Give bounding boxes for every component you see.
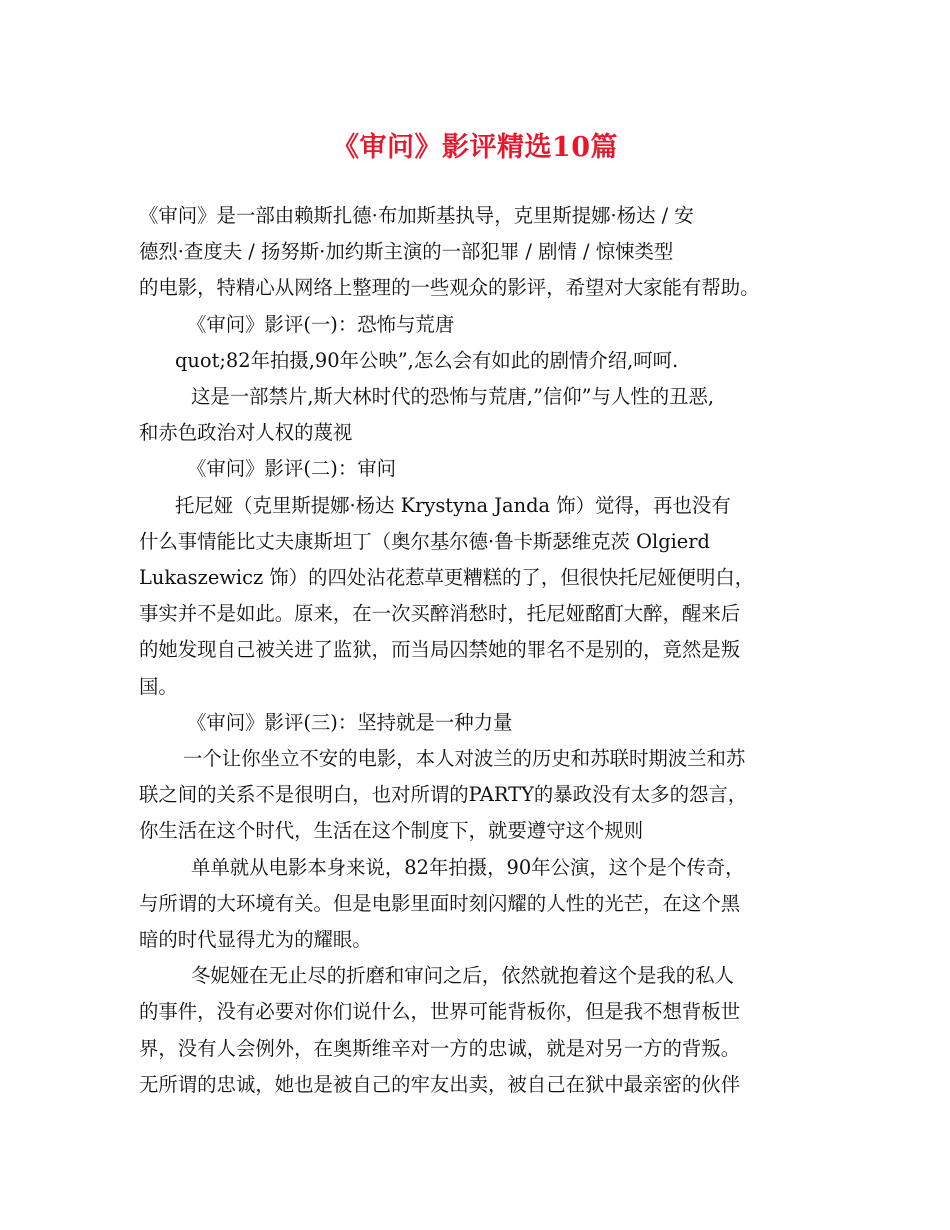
document-title: 《审问》影评精选10篇: [331, 132, 619, 163]
section-heading-3: 《审问》影评(三)：坚持就是一种力量: [187, 710, 513, 734]
text-line: 事实并不是如此。原来，在一次买醉消愁时，托尼娅酩酊大醉，醒来后: [139, 602, 741, 626]
text-line: 你生活在这个时代，生活在这个制度下，就要遵守这个规则: [139, 819, 644, 843]
text-line: 一个让你坐立不安的电影，本人对波兰的历史和苏联时期波兰和苏: [183, 747, 746, 771]
text-line: quot;82年拍摄,90年公映”,怎么会有如此的剧情介绍,呵呵.: [175, 348, 679, 372]
text-line: 这是一部禁片,斯大林时代的恐怖与荒唐,”信仰”与人性的丑恶,: [191, 385, 715, 409]
document-body: [139, 198, 819, 1103]
text-line: 和赤色政治对人权的蔑视: [139, 421, 353, 445]
text-line: 的她发现自己被关进了监狱，而当局囚禁她的罪名不是别的，竟然是叛: [139, 638, 741, 662]
text-line: 与所谓的大环境有关。但是电影里面时刻闪耀的人性的光芒，在这个黑: [139, 891, 741, 915]
text-line: 界，没有人会例外，在奥斯维辛对一方的忠诚，就是对另一方的背叛。: [139, 1036, 741, 1060]
text-line: 无所谓的忠诚，她也是被自己的牢友出卖，被自己在狱中最亲密的伙伴: [139, 1072, 741, 1096]
text-line: 联之间的关系不是很明白，也对所谓的PARTY的暴政没有太多的怨言，: [139, 783, 748, 807]
text-line: 的事件，没有必要对你们说什么，世界可能背板你，但是我不想背板世: [139, 1000, 741, 1024]
text-line: 什么事情能比丈夫康斯坦丁（奥尔基尔德·鲁卡斯瑟维克茨 Olgierd: [139, 529, 710, 553]
text-line: 单单就从电影本身来说，82年拍摄，90年公演，这个是个传奇，: [191, 855, 745, 879]
text-line: 德烈·查度夫 / 扬努斯·加约斯主演的一部犯罪 / 剧情 / 惊悚类型: [139, 240, 674, 264]
text-line: 冬妮娅在无止尽的折磨和审问之后，依然就抱着这个是我的私人: [191, 964, 734, 988]
text-line: 暗的时代显得尤为的耀眼。: [139, 928, 372, 952]
text-line: 《审问》是一部由赖斯扎德·布加斯基执导，克里斯提娜·杨达 / 安: [139, 204, 694, 227]
section-heading-2: 《审问》影评(二)：审问: [187, 457, 397, 481]
text-line: 的电影，特精心从网络上整理的一些观众的影评，希望对大家能有帮助。: [139, 276, 760, 300]
text-line: Lukaszewicz 饰）的四处沾花惹草更糟糕的了，但很快托尼娅便明白，: [139, 566, 755, 590]
text-line: 国。: [139, 674, 178, 698]
text-line: 托尼娅（克里斯提娜·杨达 Krystyna Janda 饰）觉得，再也没有: [175, 493, 731, 517]
section-heading-1: 《审问》影评(一)：恐怖与荒唐: [187, 312, 455, 336]
